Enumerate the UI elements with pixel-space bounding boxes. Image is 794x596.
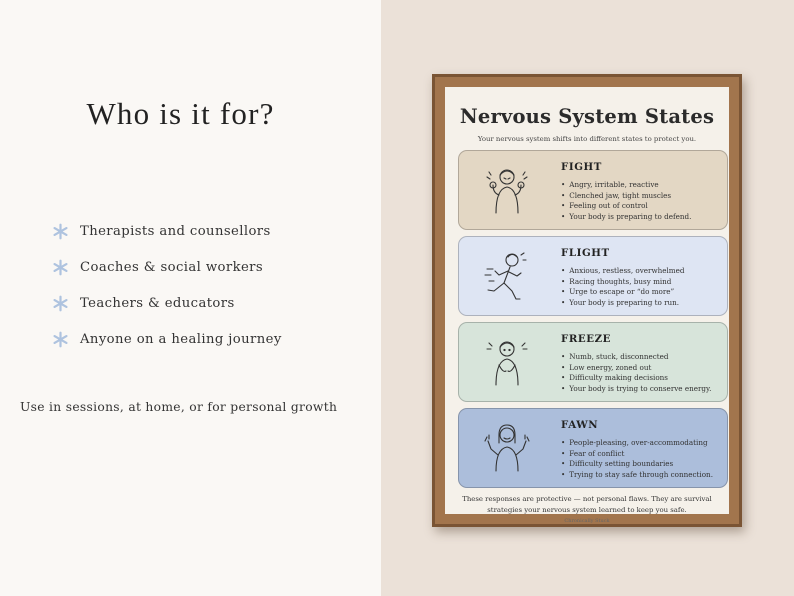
list-item: • Fear of conflict (561, 449, 713, 460)
poster-subtitle: Your nervous system shifts into different states to protect you. (477, 135, 697, 143)
asterisk-icon (52, 259, 69, 276)
list-item: • Your body is trying to conserve energy. (561, 384, 711, 395)
state-points (561, 266, 684, 308)
list-item (52, 213, 282, 249)
state-name: FAWN (561, 419, 599, 431)
audience-label: Coaches & social workers (80, 259, 264, 275)
list-item: • Numb, stuck, disconnected (561, 352, 711, 363)
list-item: • Low energy, zoned out (561, 363, 711, 374)
asterisk-icon (52, 331, 69, 348)
list-item (52, 321, 282, 357)
state-card-flight (458, 236, 728, 316)
state-name: FLIGHT (561, 247, 610, 259)
audience-label: Therapists and counsellors (80, 223, 271, 239)
footer-line: These responses are protective — not personal flaws. They are survival (462, 495, 712, 503)
footer-line: strategies your nervous system learned to keep you safe. (487, 506, 687, 514)
list-item: • Difficulty setting boundaries (561, 459, 713, 470)
poster-footer (459, 494, 715, 516)
fight-figure-icon (479, 163, 535, 219)
state-points (561, 438, 713, 480)
asterisk-icon (52, 223, 69, 240)
freeze-figure-icon (479, 335, 535, 391)
list-item: • Clenched jaw, tight muscles (561, 191, 691, 202)
poster-frame (432, 74, 742, 527)
list-item: • Your body is preparing to defend. (561, 212, 691, 223)
list-item: • Racing thoughts, busy mind (561, 277, 684, 288)
usage-note: Use in sessions, at home, or for personal growth (20, 400, 338, 414)
flight-figure-icon (479, 249, 535, 305)
list-item: • Trying to stay safe through connection. (561, 470, 713, 481)
state-name: FREEZE (561, 333, 612, 345)
state-points (561, 352, 711, 394)
left-panel (0, 0, 381, 596)
state-card-freeze (458, 322, 728, 402)
page-heading: Who is it for? (86, 96, 275, 131)
state-card-fight (458, 150, 728, 230)
audience-label: Teachers & educators (80, 295, 235, 311)
state-name: FIGHT (561, 161, 602, 173)
list-item (52, 285, 282, 321)
state-card-fawn (458, 408, 728, 488)
audience-label: Anyone on a healing journey (80, 331, 282, 347)
list-item: • Anxious, restless, overwhelmed (561, 266, 684, 277)
list-item: • Difficulty making decisions (561, 373, 711, 384)
list-item: • Feeling out of control (561, 201, 691, 212)
list-item: • Urge to escape or “do more” (561, 287, 684, 298)
fawn-figure-icon (479, 421, 535, 477)
list-item (52, 249, 282, 285)
poster-title: Nervous System States (459, 105, 715, 128)
list-item: • Your body is preparing to run. (561, 298, 684, 309)
list-item: • People-pleasing, over-accommodating (561, 438, 713, 449)
poster-paper (445, 87, 729, 524)
list-item: • Angry, irritable, reactive (561, 180, 691, 191)
brand-signature: Chronically Stuck (564, 518, 610, 524)
audience-list (52, 213, 282, 357)
state-points (561, 180, 691, 222)
asterisk-icon (52, 295, 69, 312)
